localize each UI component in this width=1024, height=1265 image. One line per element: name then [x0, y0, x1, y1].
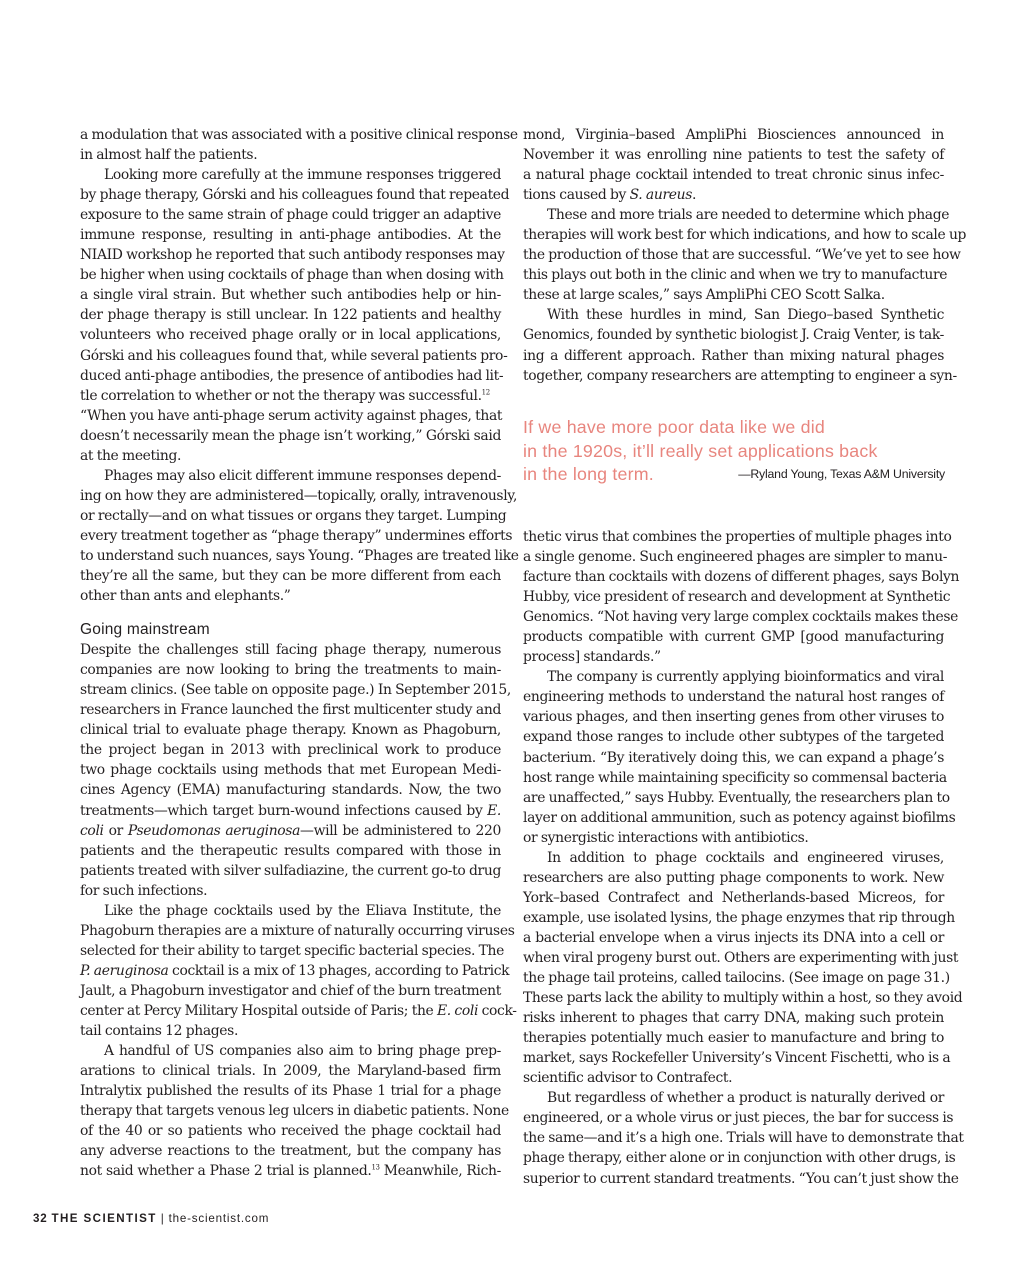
- text-line: engineering methods to understand the natural host ranges of: [523, 689, 944, 706]
- text-line: NIAID workshop he reported that such antibody responses may: [80, 247, 505, 264]
- text-line: a single genome. Such engineered phages are simpler to manu-: [523, 549, 948, 566]
- text-line: researchers are also putting phage components to work. New: [523, 869, 944, 886]
- text-line: [80, 961, 510, 981]
- section-heading: Going mainstream: [80, 621, 210, 639]
- text-segment: tions caused by: [523, 187, 630, 204]
- text-line: Jault, a Phagoburn investigator and chief of the burn treatment: [80, 982, 501, 999]
- text-segment: tle correlation to whether or not the therapy was successful.: [80, 387, 482, 404]
- italic-term: E.: [487, 802, 501, 819]
- text-line: mond, Virginia–based AmpliPhi Biosciences announced in: [523, 127, 944, 143]
- paragraph: [80, 125, 518, 165]
- text-line: a bacterial envelope when a virus injects its DNA into a cell or: [523, 929, 944, 946]
- text-line: [80, 821, 501, 841]
- text-segment: treatments—which target burn-wound infections caused by: [80, 802, 483, 819]
- text-line: These parts lack the ability to multiply within a host, so they avoid: [523, 990, 963, 1007]
- text-segment: —will be administered to 220: [300, 822, 501, 839]
- text-line: ing on how they are administered—topically, orally, intravenously,: [80, 487, 518, 504]
- text-segment: cock-: [478, 1002, 517, 1019]
- text-line: November it was enrolling nine patients to test the safety of: [523, 147, 944, 164]
- text-line: two phage cocktails using methods that met European Medi-: [80, 762, 501, 779]
- footer-separator: |: [160, 1212, 165, 1225]
- text-line: Phages may also elicit different immune responses depend-: [104, 467, 501, 484]
- text-line: [80, 386, 501, 406]
- paragraph: [523, 527, 960, 667]
- text-line: for such infections.: [80, 882, 208, 899]
- text-line: process] standards.”: [523, 649, 661, 666]
- text-line: a modulation that was associated with a positive clinical response: [80, 127, 518, 143]
- text-line: These and more trials are needed to determine which phage: [547, 207, 950, 224]
- paragraph: [523, 667, 956, 847]
- text-segment: or: [103, 822, 128, 839]
- italic-term: coli: [80, 822, 104, 839]
- text-line: every treatment together as “phage therapy” undermines efforts: [80, 527, 513, 544]
- text-line: duced anti-phage antibodies, the presence of antibodies had lit-: [80, 367, 504, 384]
- italic-term: Pseudomonas aeruginosa: [127, 822, 301, 839]
- text-line: any adverse reactions to the treatment, but the company has: [80, 1143, 501, 1160]
- text-line: Hubby, vice president of research and development at Synthetic: [523, 589, 951, 606]
- text-line: arations to clinical trials. In 2009, the Maryland-based firm: [80, 1063, 501, 1080]
- text-line: the same—and it’s a high one. Trials will have to demonstrate that: [523, 1130, 964, 1147]
- text-line: volunteers who received phage orally or in local applications,: [80, 327, 501, 344]
- text-line: layer on additional ammunition, such as potency against biofilms: [523, 809, 956, 826]
- text-line: are unaffected,” says Hubby. Eventually, the researchers plan to: [523, 789, 950, 806]
- page-footer: [33, 1212, 269, 1225]
- text-line: Górski and his colleagues found that, while several patients pro-: [80, 347, 508, 364]
- magazine-name: THE SCIENTIST: [51, 1212, 157, 1225]
- text-line: der phage therapy is still unclear. In 122 patients and healthy: [80, 307, 501, 324]
- text-line: therapies will work best for which indications, and how to scale up: [523, 227, 967, 244]
- text-line: the project began in 2013 with preclinical work to produce: [80, 742, 501, 759]
- text-line: these at large scales,” says AmpliPhi CEO Scott Salka.: [523, 287, 885, 304]
- page-number: 32: [33, 1212, 48, 1225]
- paragraph: [80, 466, 519, 606]
- paragraph: [523, 848, 963, 1089]
- text-line: patients and the therapeutic results compared with those in: [80, 842, 501, 859]
- text-line: or synergistic interactions with antibiotics.: [523, 829, 809, 846]
- text-line: to understand such nuances, says Young. “Phages are treated like: [80, 547, 519, 564]
- text-line: facture than cocktails with dozens of different phages, says Bolyn: [523, 569, 960, 586]
- text-line: “When you have anti-phage serum activity against phages, that: [80, 407, 503, 424]
- pull-quote-line: If we have more poor data like we did: [523, 417, 825, 437]
- text-line: in almost half the patients.: [80, 147, 258, 164]
- text-line: together, company researchers are attempting to engineer a syn-: [523, 367, 957, 384]
- italic-term: E. coli: [436, 1002, 479, 1019]
- text-line: ing a different approach. Rather than mixing natural phages: [523, 347, 944, 364]
- text-line: York–based Contrafect and Netherlands-based Micreos, for: [523, 889, 944, 906]
- text-segment: center at Percy Military Hospital outside of Paris; the: [80, 1002, 437, 1019]
- text-line: But regardless of whether a product is naturally derived or: [547, 1090, 944, 1107]
- reference-superscript: 13: [371, 1163, 380, 1172]
- text-line: when viral progeny burst out. Others are experimenting with just: [523, 949, 959, 966]
- text-line: Despite the challenges still facing phage therapy, numerous: [80, 642, 501, 659]
- text-line: this plays out both in the clinic and when we try to manufacture: [523, 267, 948, 284]
- text-line: therapy that targets venous leg ulcers in diabetic patients. None: [80, 1103, 509, 1120]
- paragraph: [523, 125, 944, 205]
- text-line: engineered, or a whole virus or just pieces, the bar for success is: [523, 1110, 954, 1127]
- text-line: a single viral strain. But whether such antibodies help or hin-: [80, 287, 501, 304]
- text-line: Looking more carefully at the immune responses triggered: [104, 167, 501, 184]
- text-line: The company is currently applying bioinformatics and viral: [547, 669, 944, 686]
- text-line: risks inherent to phages that carry DNA, making such protein: [523, 1010, 944, 1027]
- text-line: Intralytix published the results of its Phase 1 trial for a phage: [80, 1083, 501, 1100]
- text-line: [80, 1001, 517, 1021]
- paragraph: [80, 165, 510, 466]
- text-line: exposure to the same strain of phage could trigger an adaptive: [80, 207, 501, 224]
- pull-quote: [523, 416, 945, 487]
- website-link[interactable]: the-scientist.com: [168, 1212, 270, 1225]
- pull-quote-line: in the 1920s, it’ll really set applications back: [523, 440, 878, 461]
- text-line: stream clinics. (See table on opposite page.) In September 2015,: [80, 682, 511, 699]
- text-line: patients treated with silver sulfadiazine, the current go-to drug: [80, 862, 501, 879]
- text-segment: not said whether a Phase 2 trial is planned.: [80, 1163, 372, 1180]
- text-line: host range while maintaining specificity so commensal bacteria: [523, 769, 947, 786]
- text-line: Genomics. “Not having very large complex cocktails makes these: [523, 609, 959, 626]
- text-line: or rectally—and on what tissues or organs they target. Lumping: [80, 507, 507, 524]
- text-line: the production of those that are successful. “We’ve yet to see how: [523, 247, 961, 264]
- paragraph: [80, 1041, 509, 1181]
- paragraph: [80, 901, 517, 1041]
- text-line: products compatible with current GMP [good manufacturing: [523, 629, 944, 646]
- paragraph: [523, 1088, 964, 1188]
- text-line: by phage therapy, Górski and his colleagues found that repeated: [80, 187, 510, 204]
- text-line: the phage tail proteins, called tailocins. (See image on page 31.): [523, 970, 950, 987]
- text-line: superior to current standard treatments. “You can’t just show the: [523, 1170, 959, 1187]
- text-line: scientific advisor to Contrafect.: [523, 1070, 733, 1087]
- text-line: market, says Rockefeller University’s Vincent Fischetti, who is a: [523, 1050, 951, 1067]
- text-line: [523, 185, 944, 205]
- text-line: immune response, resulting in anti-phage antibodies. At the: [80, 227, 501, 244]
- text-line: example, use isolated lysins, the phage enzymes that rip through: [523, 909, 955, 926]
- text-line: Like the phage cocktails used by the Eliava Institute, the: [104, 902, 501, 919]
- text-line: A handful of US companies also aim to bring phage prep-: [104, 1043, 501, 1060]
- pull-quote-attribution: —Ryland Young, Texas A&M University: [738, 467, 945, 481]
- text-line: various phages, and then inserting genes from other viruses to: [523, 709, 944, 726]
- text-line: thetic virus that combines the properties of multiple phages into: [523, 529, 952, 545]
- text-line: expand those ranges to include other subtypes of the targeted: [523, 729, 944, 746]
- text-line: be higher when using cocktails of phage than when dosing with: [80, 267, 504, 284]
- right-column-bottom: [523, 527, 964, 1189]
- text-line: tail contains 12 phages.: [80, 1023, 239, 1040]
- text-line: clinical trial to evaluate phage therapy. Known as Phagoburn,: [80, 722, 501, 739]
- text-line: cines Agency (EMA) manufacturing standards. Now, the two: [80, 782, 501, 799]
- text-line: [80, 801, 501, 821]
- reference-superscript: 12: [481, 387, 490, 396]
- text-line: With these hurdles in mind, San Diego–based Synthetic: [547, 307, 944, 324]
- text-line: doesn’t necessarily mean the phage isn’t working,” Górski said: [80, 427, 501, 444]
- text-line: therapies potentially much easier to manufacture and bring to: [523, 1030, 944, 1047]
- italic-term: S. aureus: [629, 187, 692, 204]
- text-line: bacterium. “By iteratively doing this, we can expand a phage’s: [523, 749, 944, 766]
- left-column: [80, 125, 519, 1181]
- text-line: phage therapy, either alone or in conjunction with other drugs, is: [523, 1150, 956, 1167]
- text-line: a natural phage cocktail intended to treat chronic sinus infec-: [523, 167, 944, 184]
- text-line: [80, 1161, 501, 1181]
- paragraph: [80, 640, 511, 901]
- text-line: companies are now looking to bring the treatments to main-: [80, 662, 501, 679]
- text-segment: Meanwhile, Rich-: [379, 1163, 502, 1180]
- text-line: at the meeting.: [80, 447, 182, 464]
- text-line: other than ants and elephants.”: [80, 588, 291, 605]
- text-line: In addition to phage cocktails and engineered viruses,: [547, 849, 944, 866]
- text-segment: .: [691, 187, 697, 204]
- text-line: they’re all the same, but they can be more different from each: [80, 568, 501, 585]
- text-line: researchers in France launched the first multicenter study and: [80, 702, 501, 719]
- pull-quote-line: in the long term.: [523, 464, 654, 484]
- paragraph: [523, 305, 957, 385]
- text-line: Phagoburn therapies are a mixture of naturally occurring viruses: [80, 922, 515, 939]
- text-line: Genomics, founded by synthetic biologist J. Craig Venter, is tak-: [523, 327, 944, 344]
- text-line: selected for their ability to target specific bacterial species. The: [80, 942, 505, 959]
- paragraph: [523, 205, 967, 305]
- text-segment: cocktail is a mix of 13 phages, according to Patrick: [168, 962, 510, 979]
- italic-term: P. aeruginosa: [80, 962, 169, 979]
- right-column-top: [523, 125, 967, 386]
- text-line: of the 40 or so patients who received the phage cocktail had: [80, 1123, 501, 1140]
